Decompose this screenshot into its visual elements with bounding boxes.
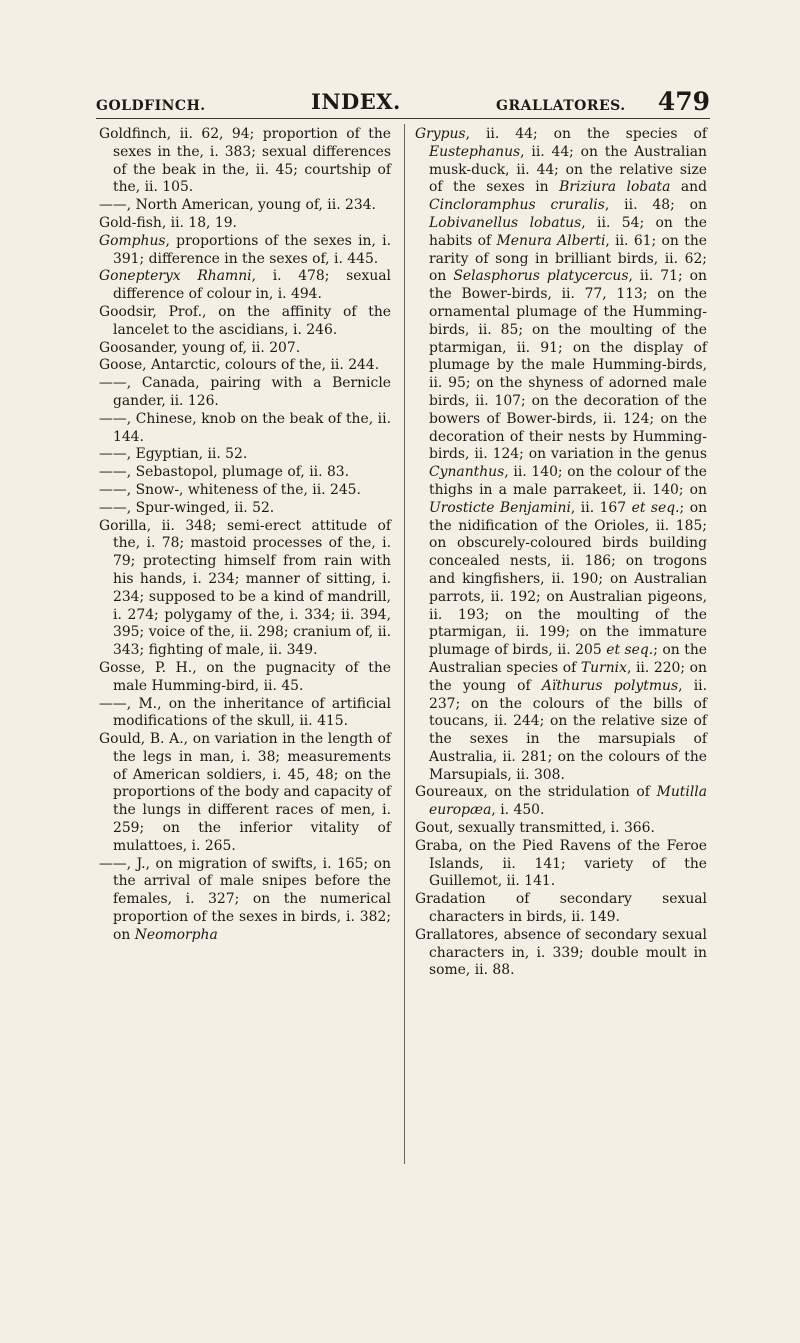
index-entry: Goose, Antarctic, colours of the, ii. 244. bbox=[99, 357, 380, 374]
index-entry: Gold-fish, ii. 18, 19. bbox=[99, 214, 237, 231]
index-entry: ——, Chinese, knob on the beak of the, ii. 144. bbox=[99, 410, 391, 445]
index-entry: Goosander, young of, ii. 207. bbox=[99, 339, 301, 356]
index-entry: Gosse, P. H., on the pugnacity of the male Humming-bird, ii. 45. bbox=[99, 659, 391, 694]
index-entry: Gorilla, ii. 348; semi-erect attitude of the, i. 78; mastoid processes of the, i. 79; protecting himself from rain with his hands, i. 234; manner of sitting, i. 234; supposed to be a kind of mandrill, i. 274; polygamy of the, i. 334; ii. 394, 395; voice of the, ii. 298; cranium of, ii. 343; fighting of male, ii. 349. bbox=[99, 517, 391, 659]
header-title: INDEX. bbox=[311, 89, 401, 114]
index-entry: ——, M., on the inheritance of artificial modifications of the skull, ii. 415. bbox=[99, 695, 391, 730]
index-entry: Gradation of secondary sexual characters in birds, ii. 149. bbox=[415, 891, 707, 926]
index-entry: Gonepteryx Rhamni, i. 478; sexual difference of colour in, i. 494. bbox=[99, 268, 391, 303]
index-entry: Gould, B. A., on variation in the length of the legs in man, i. 38; measurements of American soldiers, i. 45, 48; on the proportions of the body and capacity of the lungs in different races of men, i. 259; on the inferior vitality of mulattoes, i. 265. bbox=[99, 731, 391, 854]
left-column bbox=[99, 126, 391, 945]
header-right-catchword: GRALLATORES. bbox=[496, 98, 626, 114]
index-entry: ——, Spur-winged, ii. 52. bbox=[99, 499, 275, 516]
page-number: 479 bbox=[657, 87, 710, 116]
column-divider bbox=[404, 124, 405, 1164]
index-entry: ——, Sebastopol, plumage of, ii. 83. bbox=[99, 464, 350, 481]
index-entry: ——, Egyptian, ii. 52. bbox=[99, 446, 248, 463]
right-column bbox=[415, 126, 707, 980]
header-rule bbox=[96, 118, 710, 119]
index-entry: Goldfinch, ii. 62, 94; proportion of the sexes in the, i. 383; sexual differences of the beak in the, ii. 45; courtship of the, ii. 105. bbox=[99, 126, 391, 196]
index-entry: ——, North American, young of, ii. 234. bbox=[99, 197, 376, 214]
index-entry: Grypus, ii. 44; on the species of Eustephanus, ii. 44; on the Australian musk-duck, ii. 44; on the relative size of the sexes in Briziura lobata and Cincloramphus cruralis, ii. 48; on Lobivanellus lobatus, ii. 54; on the habits of Menura Alberti, ii. 61; on the rarity of song in brilliant birds, ii. 62; on Selasphorus platycercus, ii. 71; on the Bower-birds, ii. 77, 113; on the ornamental plumage of the Humming-birds, ii. 85; on the moulting of the ptarmigan, ii. 91; on the display of plumage by the male Humming-birds, ii. 95; on the shyness of adorned male birds, ii. 107; on the decoration of the bowers of Bower-birds, ii. 124; on the decoration of their nests by Humming-birds, ii. 124; on variation in the genus Cynanthus, ii. 140; on the colour of the thighs in a male parrakeet, ii. 140; on Urosticte Benjamini, ii. 167 et seq.; on the nidification of the Orioles, ii. 185; on obscurely-coloured birds building concealed nests, ii. 186; on trogons and kingfishers, ii. 190; on Australian parrots, ii. 192; on Australian pigeons, ii. 193; on the moulting of the ptarmigan, ii. 199; on the immature plumage of birds, ii. 205 et seq.; on the Australian species of Turnix, ii. 220; on the young of Aïthurus polytmus, ii. 237; on the colours of the bills of toucans, ii. 244; on the relative size of the sexes in the marsupials of Australia, ii. 281; on the colours of the Marsupials, ii. 308. bbox=[415, 126, 708, 783]
index-entry: Graba, on the Pied Ravens of the Feroe Islands, ii. 141; variety of the Guillemot, ii. 141. bbox=[415, 837, 707, 890]
index-entry: ——, Snow-, whiteness of the, ii. 245. bbox=[99, 481, 361, 498]
index-entry: ——, Canada, pairing with a Bernicle gander, ii. 126. bbox=[99, 375, 391, 409]
running-header bbox=[96, 78, 710, 114]
header-left-catchword: GOLDFINCH. bbox=[96, 98, 206, 114]
index-entry: Grallatores, absence of secondary sexual characters in, i. 339; double moult in some, ii. 88. bbox=[415, 926, 707, 979]
index-entry: Gomphus, proportions of the sexes in, i. 391; difference in the sexes of, i. 445. bbox=[99, 232, 391, 267]
index-entry: ——, J., on migration of swifts, i. 165; on the arrival of male snipes before the females, i. 327; on the numerical proportion of the sexes in birds, i. 382; on Neomorpha bbox=[99, 855, 391, 943]
index-entry: Gout, sexually transmitted, i. 366. bbox=[415, 820, 655, 837]
index-entry: Goodsir, Prof., on the affinity of the lancelet to the ascidians, i. 246. bbox=[99, 303, 391, 338]
index-entry: Goureaux, on the stridulation of Mutilla europæa, i. 450. bbox=[415, 784, 707, 819]
